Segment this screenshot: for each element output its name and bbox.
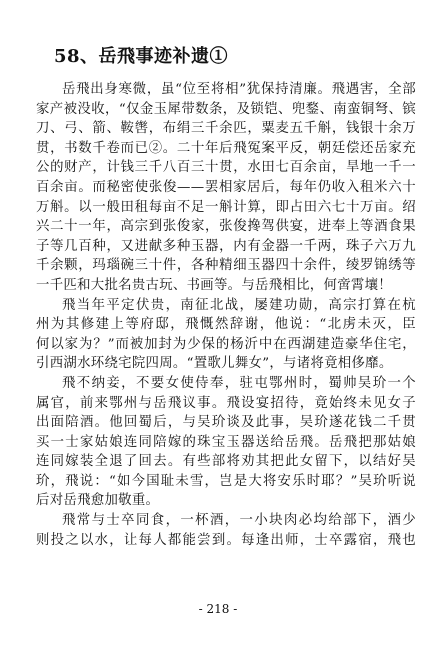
text-line: 兴二十一年，高宗到张俊家，张俊搀驾供宴，进奉上等酒食果 (36, 219, 416, 235)
text-line: 刀、弓、箭、鞍辔，布绢三千余匹，粟麦五千斛，钱银十余万 (36, 121, 416, 137)
body-text (0, 80, 436, 550)
text-line: 公的财产，计钱三千八百三十贯，水田七百余亩，旱地一千一 (36, 160, 416, 176)
text-line: 万斛。以一般田租每亩不足一斛计算，即占田六七十万亩。绍 (36, 199, 416, 215)
text-line: 连同嫁装全退了回去。有些部将劝其把此女留下，以结好吴 (36, 454, 416, 470)
text-line: 飛常与士卒同食，一杯酒，一小块肉必均给部下，酒少 (62, 513, 416, 529)
text-line: 买一士家姑娘连同陪嫁的珠宝玉器送给岳飛。岳飛把那姑娘 (36, 434, 416, 450)
text-line: 属官，前来鄂州与岳飛议事。飛设宴招待，竟始终未见女子 (36, 395, 416, 411)
text-line: 出面陪酒。他回蜀后，与吴玠谈及此事，吴玠遂花钱二千贯 (36, 415, 416, 431)
text-line: 州为其修建上等府邸，飛慨然辞谢，他说：“北虏未灭，臣 (36, 317, 416, 333)
text-line: 后对岳飛愈加敬重。 (36, 493, 160, 509)
text-line: 千余颗，玛瑙碗三十件，各种精细玉器四十余件，绫罗锦绣等 (36, 258, 416, 274)
text-line: 何以家为？”而被加封为少保的杨沂中在西湖建造豪华住宅， (36, 336, 416, 352)
text-line: 引西湖水环绕宅院四周。“置歌儿舞女”，与诸将竟相侈靡。 (36, 356, 393, 372)
text-line: 一千匹和大批名贵古玩、书画等。与岳飛相比，何啻霄壤！ (36, 277, 392, 293)
text-line: 百余亩。而秘密使张俊——罢相家居后，每年仍收入租米六十 (36, 179, 416, 195)
text-line: 飛不纳妾，不要女使侍奉，驻屯鄂州时，蜀帅吴玠一个 (62, 375, 416, 391)
section-title: 58、岳飛事迹补遗① (54, 46, 229, 67)
text-line: 子等几百种，又进献多种玉器，内有金器一千两，珠子六万九 (36, 238, 416, 254)
text-line: 飛当年平定伏贵，南征北战，屡建功勋，高宗打算在杭 (62, 297, 416, 313)
text-line: 贯，书数千卷而已②。二十年后飛冤案平反，朝廷偿还岳家充 (36, 140, 416, 156)
page-number: - 218 - (198, 602, 238, 616)
text-line: 玠，飛说：“如今国耻未雪，岂是大将安乐时耶？”吴玠听说 (36, 473, 416, 489)
text-line: 岳飛出身寒微，虽“位至将相”犹保持清廉。飛遇害，全部 (62, 82, 416, 97)
text-line: 家产被没收，“仅金玉犀带数条，及锁铠、兜鍪、南蛮铜弩、镔 (36, 101, 416, 117)
text-line: 则投之以水，让每人都能尝到。每逢出师，士卒露宿，飛也 (36, 532, 416, 548)
